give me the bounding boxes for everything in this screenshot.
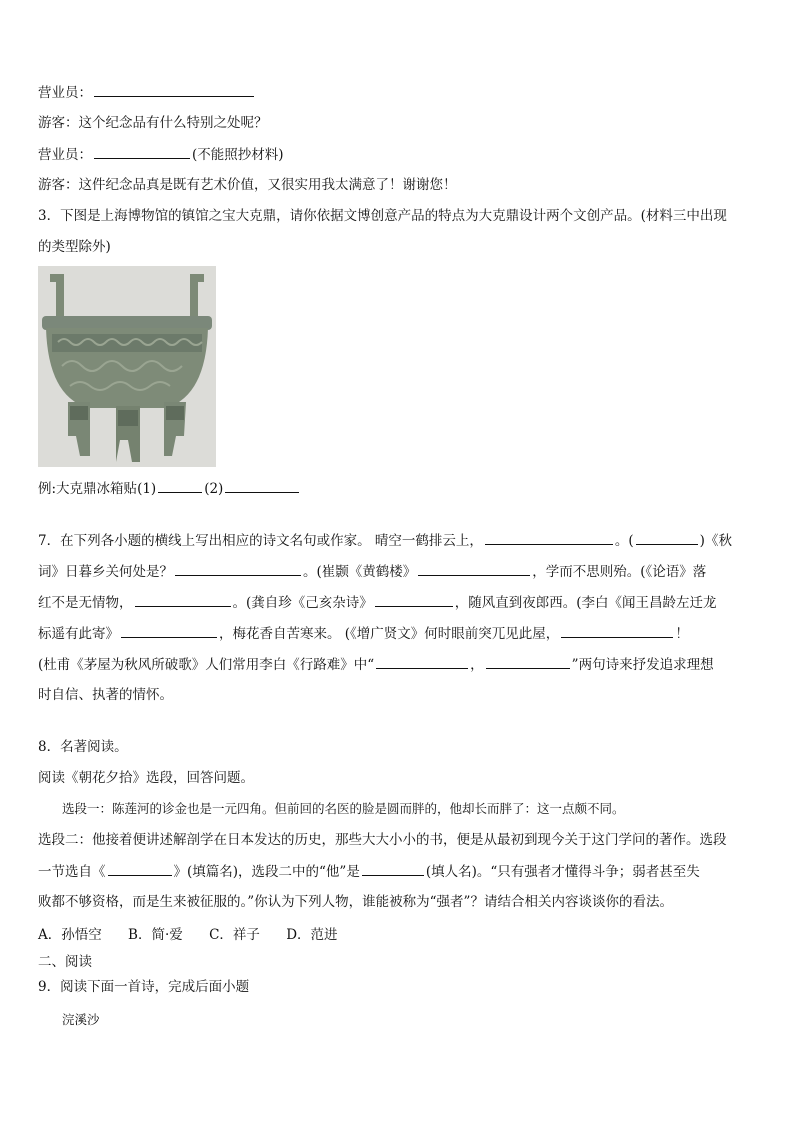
answer-blank-2	[225, 478, 299, 493]
option-b: B．简·爱	[128, 927, 183, 943]
dialogue-line-2: 游客：这个纪念品有什么特别之处呢？	[38, 115, 268, 131]
answer-blank	[362, 861, 424, 876]
answer-blank	[418, 561, 530, 576]
answer-blank	[375, 592, 453, 607]
q3-text-line-1: 3．下图是上海博物馆的镇馆之宝大克鼎，请你依据文博创意产品的特点为大克鼎设计两个文创产品。(材料三中出现	[38, 208, 727, 224]
answer-number-2: (2)	[204, 481, 224, 497]
q9-title: 9．阅读下面一首诗，完成后面小题	[38, 979, 250, 995]
answer-blank	[121, 623, 217, 638]
q8-question-line-2: 败都不够资格，而是生来被征服的。”你认为下列人物，谁能被称为“强者”？请结合相关内容谈谈你的看法。	[38, 894, 673, 910]
answer-blank	[108, 861, 172, 876]
q7-text: 标遥有此寄》	[38, 626, 119, 642]
dialogue-line-4: 游客：这件纪念品真是既有艺术价值，又很实用我太满意了！谢谢您！	[38, 177, 457, 193]
option-c: C．祥子	[209, 927, 260, 943]
q7-text: 7．在下列各小题的横线上写出相应的诗文名句或作家。 晴空一鹤排云上，	[38, 533, 483, 549]
answer-blank	[486, 654, 570, 669]
q8-question-line-1	[38, 861, 700, 882]
answer-number-1: (1)	[137, 481, 157, 497]
answer-blank	[94, 144, 190, 159]
q7-text: ！	[675, 626, 689, 642]
answer-blank	[485, 530, 613, 545]
q8-excerpt-2: 选段二：他接着便讲述解剖学在日本发达的历史，那些大大小小的书，便是从最初到现今关于这门学问的著作。选段	[38, 832, 727, 848]
q7-text: ”两句诗来抒发追求理想	[571, 657, 714, 673]
q7-text: 。(崔颢《黄鹤楼》	[303, 564, 417, 580]
dialogue-line-1	[38, 82, 256, 103]
q7-text: 词》日暮乡关何处是？	[38, 564, 173, 580]
instruction-note: (不能照抄材料)	[192, 147, 284, 163]
option-a: A．孙悟空	[38, 927, 102, 943]
bronze-ding-illustration	[38, 266, 216, 467]
q7-text: ，学而不思则殆。(《论语》落	[532, 564, 707, 580]
answer-blank	[135, 592, 231, 607]
q7-line-4	[38, 623, 689, 644]
q8-text: 一节选自《	[38, 864, 106, 880]
q3-example-line	[38, 478, 301, 499]
answer-blank-1	[158, 478, 202, 493]
speaker-clerk: 营业员：	[38, 147, 92, 163]
q8-excerpt-1: 选段一：陈莲河的诊金也是一元四角。但前回的名医的脸是圆而胖的，他却长而胖了：这一点颇不同。	[62, 801, 625, 816]
q7-text: 红不是无情物，	[38, 595, 133, 611]
speaker-clerk: 营业员：	[38, 85, 92, 101]
q7-text: ，梅花香自苦寒来。 (《增广贤文》何时眼前突兀见此屋，	[219, 626, 560, 642]
section-title-reading: 二、阅读	[38, 954, 92, 970]
q8-text: (填人名)。“只有强者才懂得斗争；弱者甚至失	[425, 864, 700, 880]
q7-text: 。(	[614, 533, 634, 549]
da-ke-ding-image	[38, 266, 216, 467]
option-d: D．范进	[286, 927, 338, 943]
dialogue-line-3	[38, 144, 284, 165]
poem-title: 浣溪沙	[62, 1012, 100, 1027]
q8-title: 8．名著阅读。	[38, 739, 128, 755]
answer-blank	[175, 561, 301, 576]
q7-line-1	[38, 530, 732, 551]
q7-text: 。(龚自珍《己亥杂诗》	[232, 595, 373, 611]
q8-text: 》(填篇名)，选段二中的“他”是	[173, 864, 360, 880]
example-label: 例:大克鼎冰箱贴	[38, 481, 138, 497]
answer-blank	[94, 82, 254, 97]
q7-line-3	[38, 592, 717, 613]
q7-text: ，	[470, 657, 484, 673]
q3-text-line-2: 的类型除外)	[38, 239, 111, 255]
q8-options	[38, 925, 338, 945]
q7-line-6: 时自信、执著的情怀。	[38, 687, 173, 703]
answer-blank	[561, 623, 673, 638]
answer-blank	[636, 530, 698, 545]
q7-text: ，随风直到夜郎西。(李白《闻王昌龄左迁龙	[454, 595, 717, 611]
q7-text: )《秋	[699, 533, 732, 549]
answer-blank	[376, 654, 468, 669]
q8-instruction: 阅读《朝花夕拾》选段，回答问题。	[38, 770, 254, 786]
q7-line-5	[38, 654, 714, 675]
q7-line-2	[38, 561, 706, 582]
q7-text: (杜甫《茅屋为秋风所破歌》人们常用李白《行路难》中“	[38, 657, 375, 673]
